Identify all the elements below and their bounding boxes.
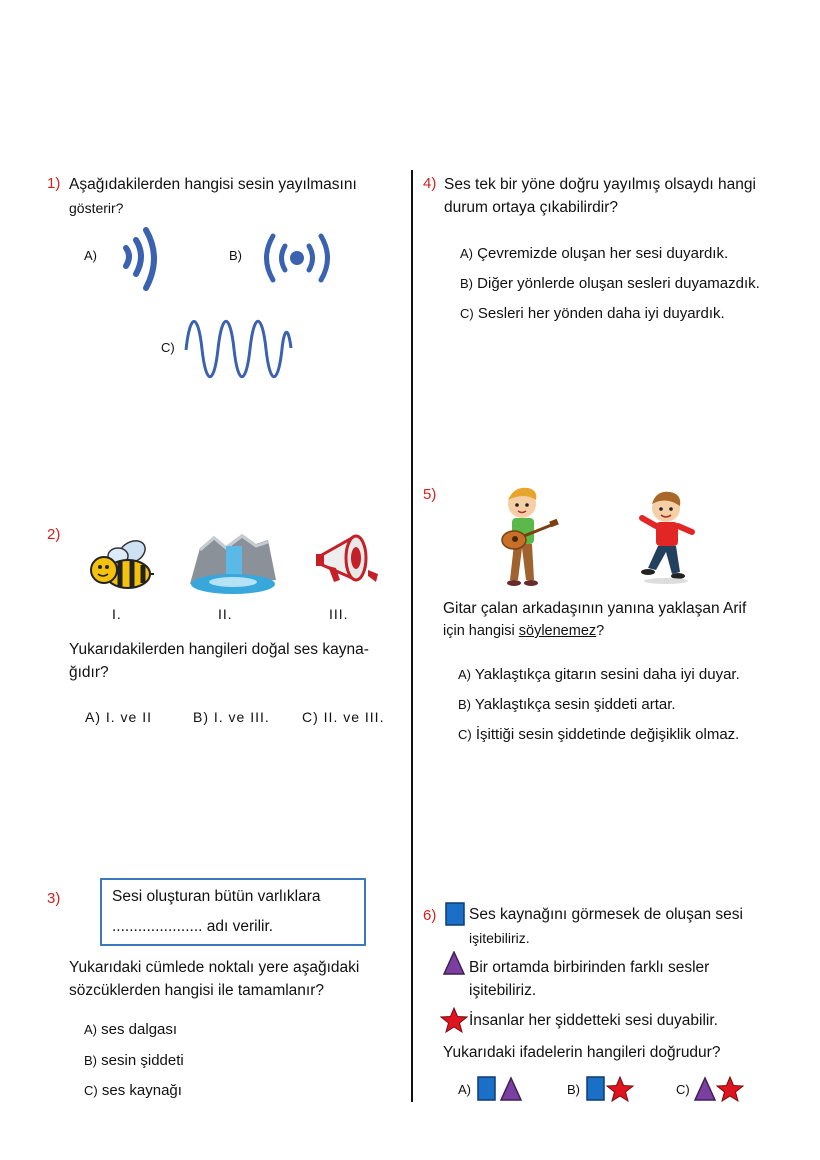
question-5-text-line1: Gitar çalan arkadaşının yanına yaklaşan Arif	[443, 600, 747, 617]
option-text: sesin şiddeti	[101, 1052, 184, 1069]
question-2-text-line1: Yukarıdakilerden hangileri doğal ses kayna-	[69, 641, 369, 658]
square-and-triangle-icon	[477, 1076, 523, 1102]
box-text-line2: ..................... adı verilir.	[112, 918, 274, 935]
q6-answer-b[interactable]	[567, 1075, 636, 1103]
q2-answer-b[interactable]: B) I. ve III.	[193, 709, 270, 725]
bee-icon	[88, 536, 154, 594]
q1-option-b-label[interactable]: B)	[229, 248, 242, 263]
option-letter: B)	[458, 697, 471, 712]
option-text: ses kaynağı	[101, 1082, 182, 1099]
option-letter: A)	[460, 246, 473, 261]
q2-answer-a[interactable]: A) I. ve II	[85, 709, 153, 725]
option-text: Çevremizde oluşan her sesi duyardık.	[477, 245, 729, 262]
q6-answer-a[interactable]	[458, 1075, 523, 1103]
option-letter: B)	[460, 276, 473, 291]
box-text-line1: Sesi oluşturan bütün varlıklara	[112, 888, 321, 905]
q3-option-c[interactable]	[84, 1082, 182, 1099]
boy-running-icon	[630, 488, 702, 586]
question-3-number: 3)	[47, 890, 61, 907]
option-text: Yaklaştıkça sesin şiddeti artar.	[474, 696, 676, 713]
blue-square-icon	[445, 902, 465, 926]
q5-line2-end: ?	[596, 623, 605, 639]
q6-answer-c[interactable]	[676, 1075, 746, 1103]
q5-underlined-word: söylenemez	[518, 623, 597, 639]
waterfall-icon	[186, 528, 280, 598]
q5-line2-start: için hangisi	[443, 623, 519, 639]
q4-option-a[interactable]	[460, 245, 728, 262]
sound-waves-one-side-icon[interactable]	[118, 226, 164, 294]
question-3-text-line1: Yukarıdaki cümlede noktalı yere aşağıdaki	[69, 959, 360, 976]
question-6-number: 6)	[423, 907, 437, 924]
question-1-text-line1: Aşağıdakilerden hangisi sesin yayılmasını	[69, 176, 357, 193]
question-5-text-line2	[443, 620, 604, 643]
column-divider	[411, 170, 413, 1102]
q2-answer-c[interactable]: C) II. ve III.	[302, 709, 385, 725]
triangle-and-star-icon	[694, 1076, 746, 1102]
q5-option-c[interactable]	[458, 726, 739, 743]
purple-triangle-icon	[443, 951, 465, 975]
q1-option-c-label[interactable]: C)	[161, 340, 175, 355]
boy-with-guitar-icon	[494, 484, 560, 588]
statement-1-line2: işitebiliriz.	[469, 930, 530, 946]
red-star-icon	[440, 1007, 468, 1033]
q5-option-a[interactable]	[458, 666, 740, 683]
image-label-2: II.	[218, 606, 233, 622]
question-5-number: 5)	[423, 486, 437, 503]
option-text: ses dalgası	[101, 1021, 178, 1038]
option-text: Yaklaştıkça gitarın sesini daha iyi duyar.	[474, 666, 740, 683]
question-4-text-line1: Ses tek bir yöne doğru yayılmış olsaydı hangi	[444, 176, 756, 193]
option-letter: C)	[460, 306, 474, 321]
option-letter: C)	[676, 1081, 690, 1097]
question-1-number: 1)	[47, 175, 61, 192]
option-letter: B)	[84, 1053, 97, 1068]
option-text: Sesleri her yönden daha iyi duyardık.	[477, 305, 725, 322]
q3-option-b[interactable]	[84, 1052, 184, 1069]
option-letter: A)	[458, 667, 471, 682]
option-letter: C)	[84, 1083, 98, 1098]
statement-2-line2: işitebiliriz.	[469, 982, 537, 999]
q5-option-b[interactable]	[458, 696, 676, 713]
question-2-number: 2)	[47, 526, 61, 543]
question-3-text-line2: sözcüklerden hangisi ile tamamlanır?	[69, 982, 325, 999]
sine-wave-icon[interactable]	[184, 318, 294, 380]
question-4-number: 4)	[423, 175, 437, 192]
question-6-text: Yukarıdaki ifadelerin hangileri doğrudur?	[443, 1044, 721, 1061]
question-2-text-line2: ğıdır?	[69, 664, 109, 681]
option-text: İşittiği sesin şiddetinde değişiklik olmaz.	[475, 726, 740, 743]
image-label-3: III.	[329, 606, 349, 622]
q4-option-c[interactable]	[460, 305, 725, 322]
statement-2-line1: Bir ortamda birbirinden farklı sesler	[469, 959, 710, 976]
statement-3-line1: İnsanlar her şiddetteki sesi duyabilir.	[469, 1012, 718, 1029]
megaphone-icon	[312, 530, 382, 592]
image-label-1: I.	[112, 606, 122, 622]
broadcast-waves-icon[interactable]	[256, 228, 338, 288]
q1-option-a-label[interactable]: A)	[84, 248, 97, 263]
option-letter: A)	[84, 1022, 97, 1037]
option-letter: C)	[458, 727, 472, 742]
q3-option-a[interactable]	[84, 1021, 177, 1038]
question-1-text-line2: gösterir?	[69, 200, 124, 216]
statement-1-line1: Ses kaynağını görmesek de oluşan sesi	[469, 906, 743, 923]
question-4-text-line2: durum ortaya çıkabilirdir?	[444, 199, 619, 216]
option-text: Diğer yönlerde oluşan sesleri duyamazdık.	[477, 275, 760, 292]
q4-option-b[interactable]	[460, 275, 760, 292]
option-letter: A)	[458, 1081, 471, 1097]
square-and-star-icon	[586, 1076, 636, 1102]
option-letter: B)	[567, 1081, 580, 1097]
